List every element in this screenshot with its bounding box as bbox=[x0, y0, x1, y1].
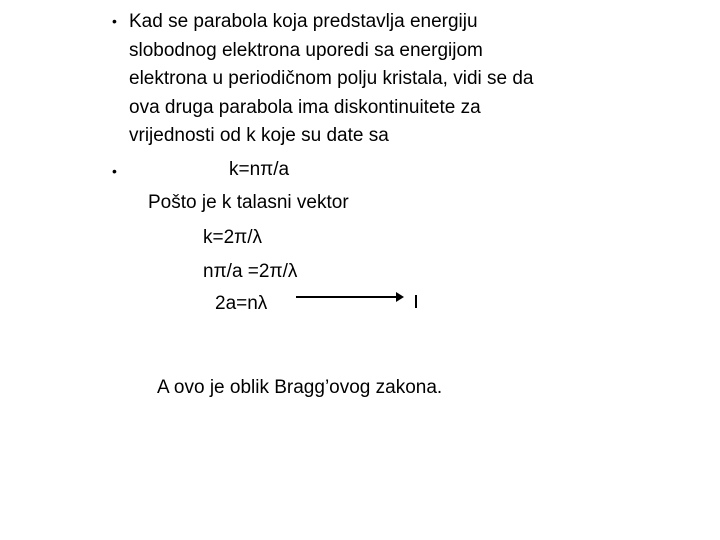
implication-arrow-line bbox=[296, 296, 400, 298]
wave-vector-text: Pošto je k talasni vektor bbox=[148, 192, 349, 213]
k-condition-equation: k=nπ/a bbox=[229, 159, 290, 180]
paragraph-line-4: ova druga parabola ima diskontinuitete za bbox=[129, 96, 481, 118]
intro-paragraph bbox=[129, 8, 589, 151]
equality-equation: nπ/a =2π/λ bbox=[203, 261, 298, 282]
paragraph-line-3: elektrona u periodičnom polju kristala, vidi se da bbox=[129, 68, 534, 89]
conclusion-text: A ovo je oblik Bragg’ovog zakona. bbox=[157, 377, 443, 398]
arrow-head-icon bbox=[396, 292, 404, 302]
bullet-2: • bbox=[112, 163, 117, 179]
bragg-form-equation: 2a=nλ bbox=[215, 293, 268, 314]
paragraph-line-5: vrijednosti od k koje su date sa bbox=[129, 125, 389, 146]
bullet-1: • bbox=[112, 13, 117, 29]
paragraph-line-2: slobodnog elektrona uporedi sa energijom bbox=[129, 39, 483, 61]
k-wave-equation: k=2π/λ bbox=[203, 227, 263, 248]
paragraph-line-1: Kad se parabola koja predstavlja energiju bbox=[129, 11, 478, 32]
vertical-bar-mark bbox=[415, 295, 417, 308]
